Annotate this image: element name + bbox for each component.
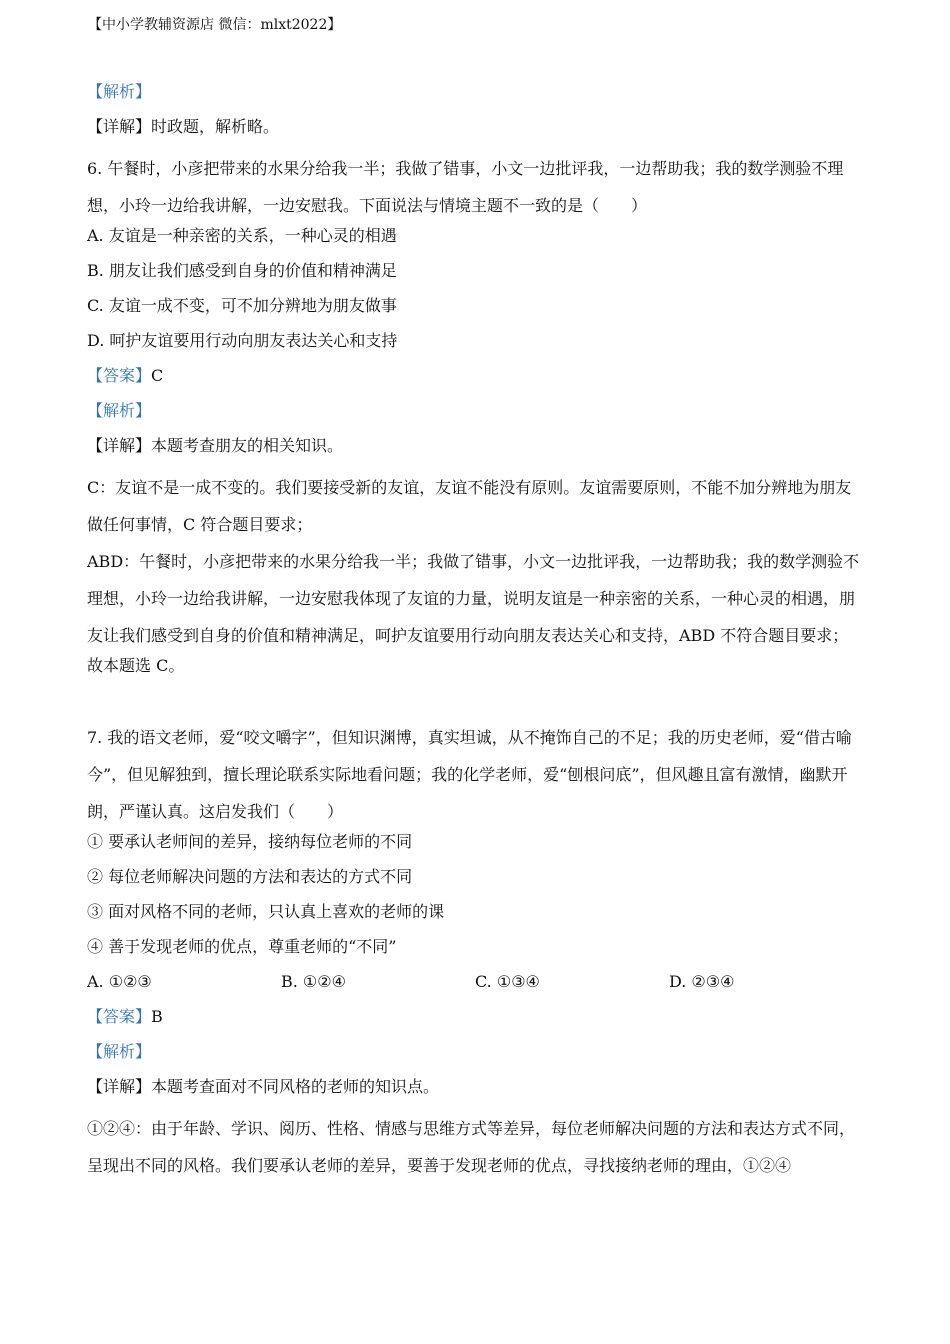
q7-explanation: ①②④：由于年龄、学识、阅历、性格、情感与思维方式等差异，每位老师解决问题的方法和表达方式不同，呈现出不同的风格。我们要承认老师的差异，要善于发现老师的优点，寻找接纳老师的理由，①②④ <box>87 1119 856 1175</box>
answer-value: C <box>151 366 164 385</box>
detail-intro: 本题考查面对不同风格的老师的知识点。 <box>151 1077 440 1096</box>
q7-statement-2: ② 每位老师解决问题的方法和表达的方式不同 <box>87 867 413 886</box>
q6-conclusion: 故本题选 C。 <box>87 656 185 675</box>
q6-analysis-line <box>87 399 867 434</box>
q6-detail-line <box>87 434 867 469</box>
q6-answer-line <box>87 364 867 399</box>
q7-stem: 7. 我的语文老师，爱“咬文嚼字”，但知识渊博，真实坦诚，从不掩饰自己的不足；我的历史老师，爱“借古喻今”，但见解独到，擅长理论联系实际地看问题；我的化学老师，爱“刨根问底”，但风趣且富有激情，幽默开朗，严谨认真。这启发我们（ ） <box>87 728 852 821</box>
q7-choice-a: A. ①②③ <box>87 972 152 991</box>
answer-value: B <box>151 1007 163 1026</box>
q7-statement-1: ① 要承认老师间的差异，接纳每位老师的不同 <box>87 832 413 851</box>
q7-answer-line <box>87 1005 867 1040</box>
detail-intro: 本题考查朋友的相关知识。 <box>151 436 344 455</box>
q6-explanation-abd: ABD：午餐时，小彦把带来的水果分给我一半；我做了错事，小文一边批评我，一边帮助我；我的数学测验不理想，小玲一边给我讲解，一边安慰我体现了友谊的力量，说明友谊是一种亲密的关系，一种心灵的相遇，朋友让我们感受到自身的价值和精神满足，呵护友谊要用行动向朋友表达关心和支持，ABD 不符合题目要求； <box>87 552 860 645</box>
q7-statement-3: ③ 面对风格不同的老师，只认真上喜欢的老师的课 <box>87 902 445 921</box>
q6-option-d: D. 呵护友谊要用行动向朋友表达关心和支持 <box>87 331 398 350</box>
answer-label: 【答案】 <box>87 1007 152 1026</box>
q7-choice-b: B. ①②④ <box>281 972 346 991</box>
q7-choices <box>87 970 867 1005</box>
q6-option-a: A. 友谊是一种亲密的关系，一种心灵的相遇 <box>87 226 397 245</box>
spacer <box>87 689 867 719</box>
detail-label: 【详解】 <box>87 436 152 455</box>
q6-explanation-c: C：友谊不是一成不变的。我们要接受新的友谊，友谊不能没有原则。友谊需要原则，不能不加分辨地为朋友做任何事情，C 符合题目要求； <box>87 478 852 534</box>
q7-choice-c: C. ①③④ <box>475 972 540 991</box>
q6-stem: 6. 午餐时，小彦把带来的水果分给我一半；我做了错事，小文一边批评我，一边帮助我；我的数学测验不理想，小玲一边给我讲解，一边安慰我。下面说法与情境主题不一致的是（ ） <box>87 159 844 215</box>
analysis-label: 【解析】 <box>87 1042 152 1061</box>
detail-label: 【详解】 <box>87 117 152 136</box>
detail-label: 【详解】 <box>87 1077 152 1096</box>
page-header: 【中小学教辅资源店 微信：mlxt2022】 <box>88 17 342 33</box>
analysis-label: 【解析】 <box>87 82 152 101</box>
analysis-label: 【解析】 <box>87 401 152 420</box>
q7-detail-line <box>87 1075 867 1110</box>
q5-detail-line <box>87 115 867 150</box>
q7-analysis-line <box>87 1040 867 1075</box>
detail-text: 时政题，解析略。 <box>151 117 280 136</box>
q6-option-b: B. 朋友让我们感受到自身的价值和精神满足 <box>87 261 397 280</box>
q7-statement-4: ④ 善于发现老师的优点，尊重老师的“不同” <box>87 937 397 956</box>
q6-option-c: C. 友谊一成不变，可不加分辨地为朋友做事 <box>87 296 397 315</box>
q7-choice-d: D. ②③④ <box>669 972 735 991</box>
document-content <box>87 80 867 1184</box>
q5-analysis-line <box>87 80 867 115</box>
answer-label: 【答案】 <box>87 366 152 385</box>
